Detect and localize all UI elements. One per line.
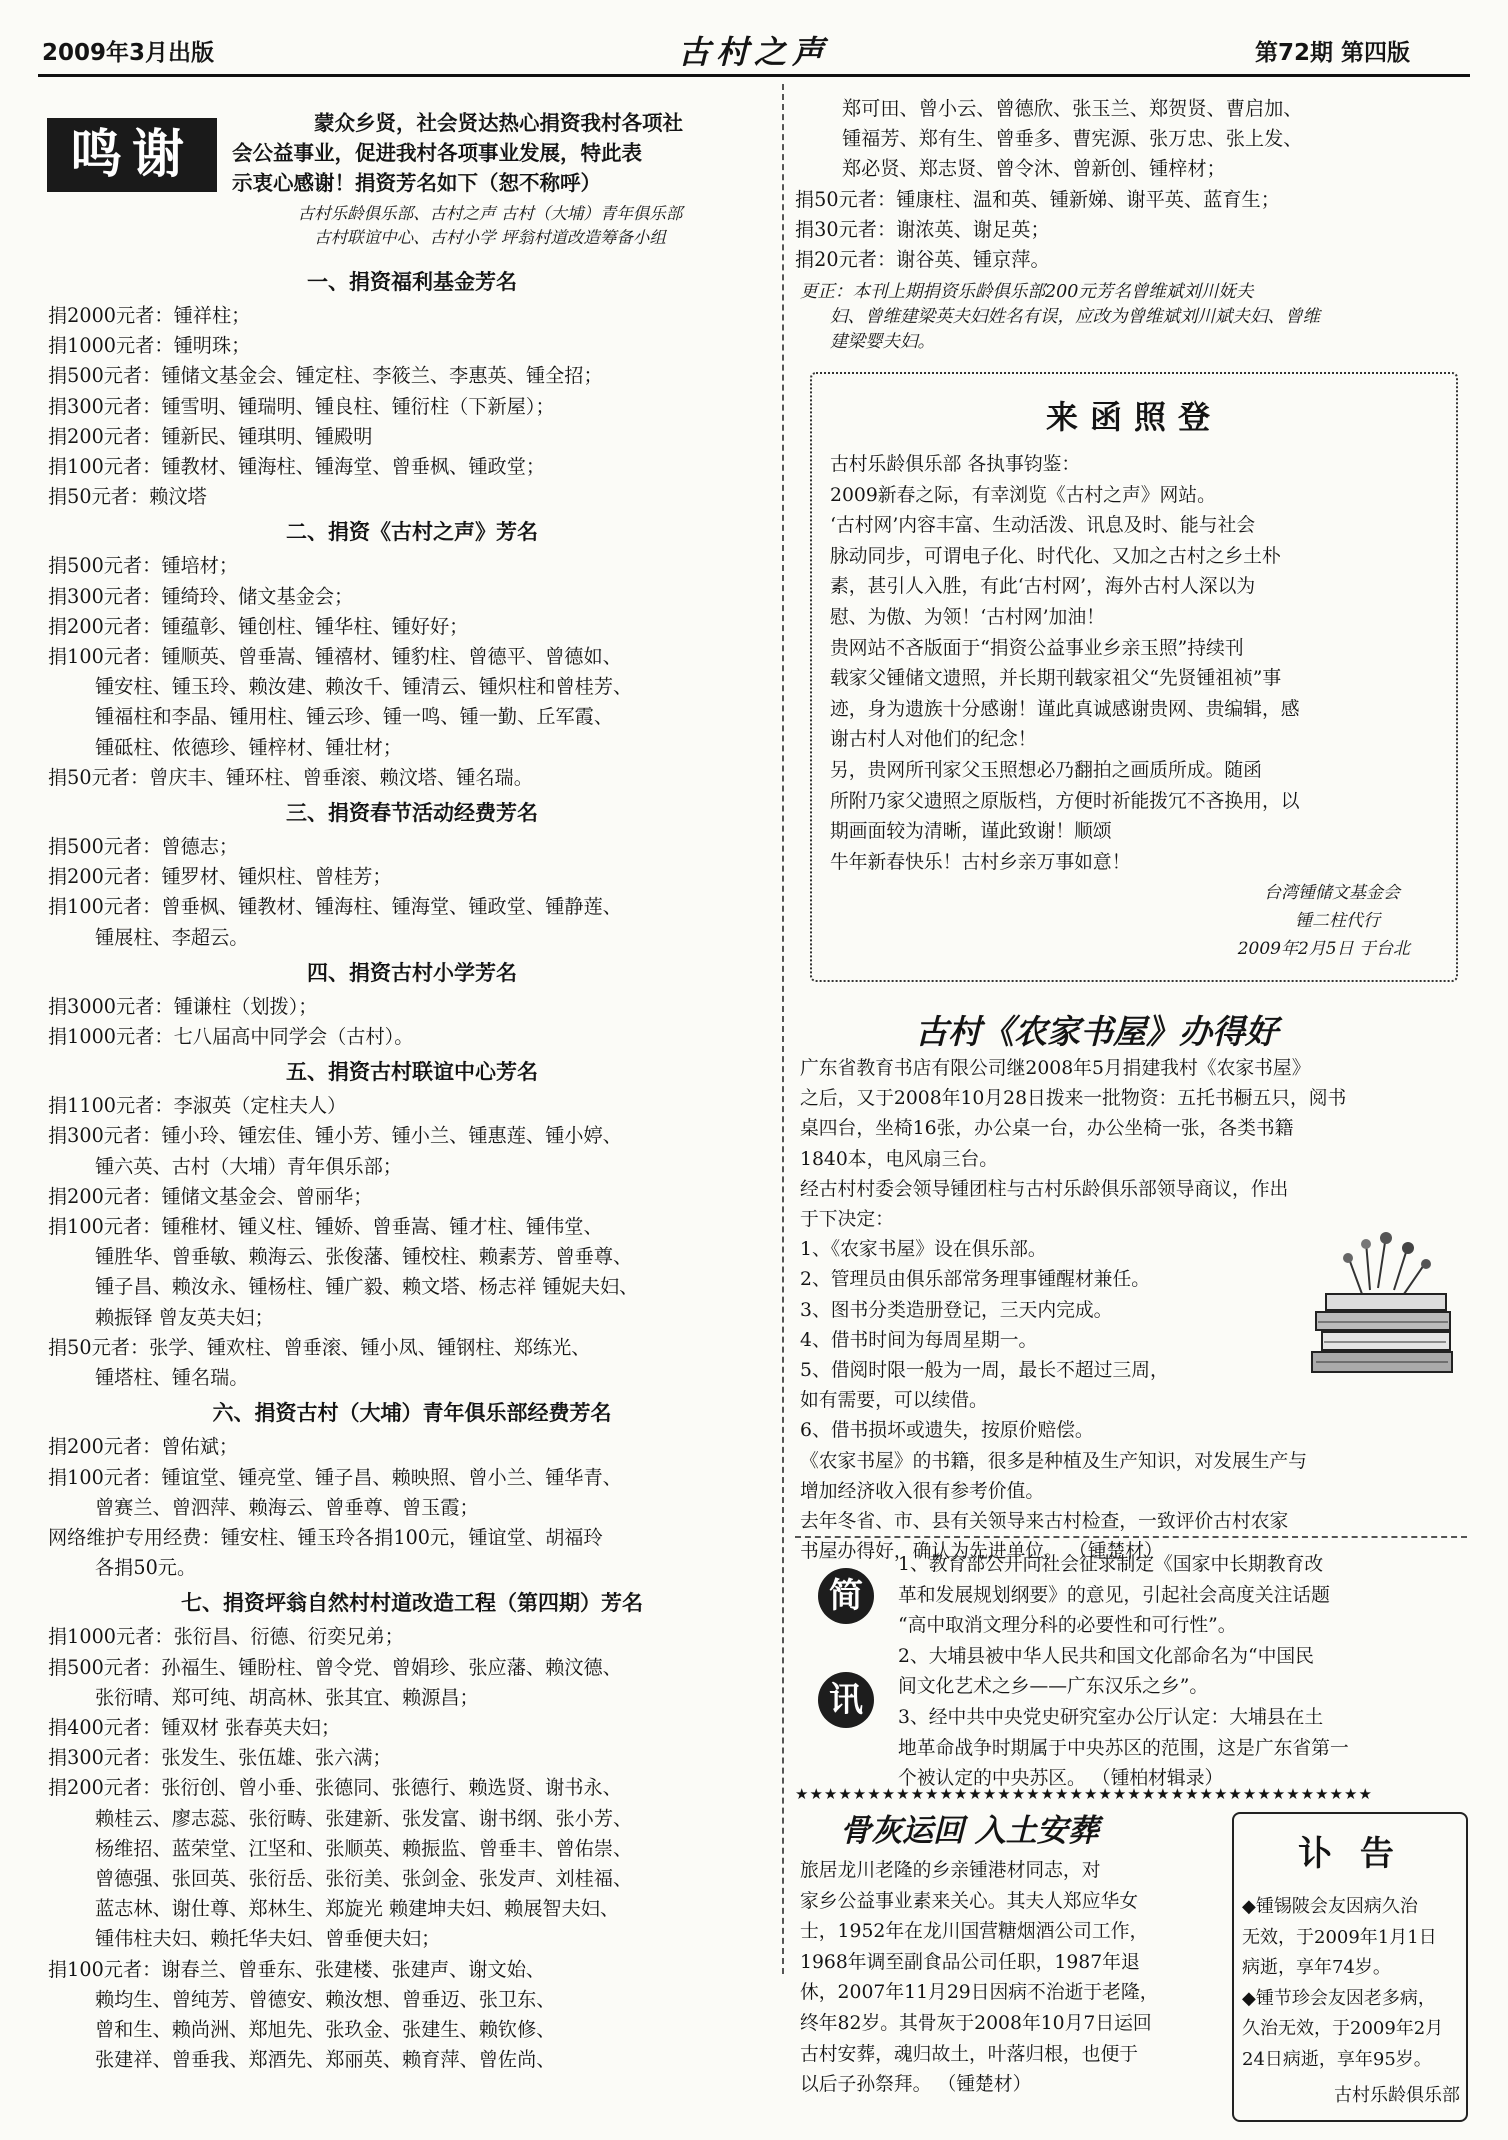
donor-line: 杨维招、蓝荣堂、江坚和、张顺英、赖振监、曾垂丰、曾佑崇、: [95, 1836, 633, 1860]
section-heading: 二、捐资《古村之声》芳名: [286, 520, 538, 545]
letter-line: 脉动同步，可谓电子化、时代化、又加之古村之乡土朴: [830, 545, 1281, 567]
donor-line: 捐200元者：锺储文基金会、曾丽华；: [48, 1184, 373, 1208]
donor-line: 锺子昌、赖汝永、锺杨柱、锺广毅、赖文塔、杨志祥 锺妮夫妇、: [95, 1275, 639, 1299]
correction-line: 妇、曾维建梁英夫妇姓名有误，应改为曾维斌刘川斌夫妇、曾维: [830, 307, 1320, 327]
books-illustration: [1308, 1228, 1460, 1378]
donor-line: 赖振铎 曾友英夫妇；: [95, 1305, 274, 1329]
letter-line: 2009新春之际，有幸浏览《古村之声》网站。: [830, 484, 1216, 506]
library-line: 之后，又于2008年10月28日拨来一批物资：五托书橱五只，阅书: [800, 1088, 1347, 1110]
letter-line: 期画面较为清晰，谨此致谢！顺颂: [830, 821, 1112, 843]
donor-line: 捐30元者：谢浓英、谢足英；: [795, 217, 1050, 241]
donor-line: 网络维护专用经费：锺安柱、锺玉玲各捐100元，锺谊堂、胡福玲: [48, 1525, 603, 1549]
column-divider: [782, 84, 784, 1974]
letter-line: 素，甚引人入胜，有此‘古村网’，海外古村人深以为: [830, 576, 1256, 598]
thanks-intro-line: 示衷心感谢！捐资芳名如下（恕不称呼）: [232, 171, 601, 195]
donor-line: 捐1000元者：锺明珠；: [48, 334, 251, 358]
donor-line: 张建祥、曾垂我、郑酒先、郑丽英、赖育萍、曾佐尚、: [95, 2048, 556, 2072]
donor-line: 曾德强、张回英、张衍岳、张衍美、张剑金、张发声、刘桂福、: [95, 1866, 633, 1890]
donor-line: 锺安柱、锺玉玲、赖汝建、赖汝千、锺清云、锺炽柱和曾桂芳、: [95, 675, 633, 699]
donor-line: 郑必贤、郑志贤、曾令沐、曾新创、锺梓材；: [842, 157, 1226, 181]
donor-line: 捐200元者：曾佑斌；: [48, 1435, 239, 1459]
ashes-line: 士，1952年在龙川国营糖烟酒公司工作，: [800, 1921, 1149, 1943]
ashes-line: 古村安葬，魂归故土，叶落归根，也便于: [800, 2043, 1139, 2065]
letter-line: 载家父锺储文遗照，并长期刊载家祖父“先贤锺祖祯”事: [830, 668, 1282, 690]
donor-line: 捐100元者：锺顺英、曾垂嵩、锺禧材、锺豹柱、曾德平、曾德如、: [48, 645, 622, 669]
donor-line: 捐100元者：锺谊堂、锺亮堂、锺子昌、赖映照、曾小兰、锺华青、: [48, 1465, 622, 1489]
donor-line: 捐50元者：张学、锺欢柱、曾垂滚、锺小凤、锺钢柱、郑练光、: [48, 1335, 591, 1359]
letter-line: 迹，身为遗族十分感谢！谨此真诚感谢贵网、贵编辑，感: [830, 698, 1300, 720]
donor-line: 捐100元者：锺稚材、锺义柱、锺娇、曾垂嵩、锺才柱、锺伟堂、: [48, 1215, 603, 1239]
donor-line: 锺展柱、李超云。: [95, 925, 249, 949]
library-line: 书屋办得好，确认为先进单位。 （锺楚材）: [800, 1541, 1163, 1563]
library-line: 1、《农家书屋》设在俱乐部。: [800, 1239, 1047, 1261]
donor-line: 赖桂云、廖志蕊、张衍畴、张建新、张发富、谢书纲、张小芳、: [95, 1806, 633, 1830]
obituary-line: 久治无效，于2009年2月: [1242, 2018, 1444, 2039]
donor-line: 捐500元者：曾德志；: [48, 835, 239, 859]
letter-line: 贵网站不吝版面于“捐资公益事业乡亲玉照”持续刊: [830, 637, 1244, 659]
donor-line: 曾和生、赖尚洲、郑旭先、张玖金、张建生、赖钦修、: [95, 2017, 556, 2041]
news-badge-1: 简: [818, 1568, 874, 1624]
obituary-line: ◆锺锡陂会友因病久治: [1242, 1896, 1418, 1917]
issue-date: 2009年3月出版: [42, 40, 215, 66]
thanks-badge: 鸣谢: [47, 118, 217, 192]
letter-signature: 台湾锺储文基金会: [1264, 883, 1400, 903]
donor-line: 捐1000元者：七八届高中同学会（古村）。: [48, 1025, 414, 1049]
obituary-line: ◆锺节珍会友因老多病，: [1242, 1987, 1436, 2009]
donor-line: 捐400元者：锺双材 张春英夫妇；: [48, 1715, 341, 1739]
donor-line: 捐300元者：张发生、张伍雄、张六满；: [48, 1746, 392, 1770]
donor-line: 郑可田、曾小云、曾德欣、张玉兰、郑贺贤、曹启加、: [842, 97, 1303, 120]
library-line: 5、借阅时限一般为一周，最长不超过三周，: [800, 1360, 1169, 1382]
library-line: 经古村村委会领导锺团柱与古村乐龄俱乐部领导商议，作出: [800, 1178, 1289, 1200]
news-line: 2、大埔县被中华人民共和国文化部命名为“中国民: [898, 1645, 1314, 1667]
donor-line: 锺福柱和李晶、锺用柱、锺云珍、锺一鸣、锺一勤、丘军霞、: [95, 705, 614, 729]
news-line: 1、教育部公开向社会征求制定《国家中长期教育改: [898, 1554, 1324, 1575]
section-heading: 六、捐资古村（大埔）青年俱乐部经费芳名: [212, 1401, 612, 1426]
ashes-article: [800, 1856, 1240, 2101]
thanks-intro-line: 蒙众乡贤，社会贤达热心捐资我村各项社: [314, 111, 683, 135]
donor-line: 捐3000元者：锺谦柱（划拨）；: [48, 994, 318, 1018]
donor-line: 锺塔柱、锺名瑞。: [95, 1366, 249, 1390]
donor-line: 捐500元者：锺培材；: [48, 554, 239, 578]
library-line: 1840本，电风扇三台。: [800, 1148, 999, 1170]
news-line: 个被认定的中央苏区。 （锺柏材辑录）: [898, 1768, 1224, 1790]
library-line: 桌四台，坐椅16张，办公桌一台，办公坐椅一张，各类书籍: [800, 1118, 1294, 1140]
letter-line: 古村乐龄俱乐部 各执事钧鉴：: [830, 454, 1081, 475]
donor-line: 蓝志林、谢仕尊、郑林生、郑旋光 赖建坤夫妇、赖展智夫妇、: [95, 1897, 620, 1921]
donor-line: 捐200元者：张衍创、曾小垂、张德同、张德行、赖选贤、谢书永、: [48, 1776, 622, 1800]
donor-line: 锺六英、古村（大埔）青年俱乐部；: [95, 1154, 402, 1178]
library-line: 《农家书屋》的书籍，很多是种植及生产知识，对发展生产与: [800, 1450, 1308, 1472]
library-line: 广东省教育书店有限公司继2008年5月捐建我村《农家书屋》: [800, 1058, 1311, 1079]
library-line: 4、借书时间为每周星期一。: [800, 1329, 1038, 1351]
obituary-signature: 古村乐龄俱乐部: [1334, 2085, 1460, 2106]
ashes-line: 1968年调至副食品公司任职，1987年退: [800, 1951, 1140, 1973]
donor-line: 捐100元者：谢春兰、曾垂东、张建楼、张建声、谢文始、: [48, 1957, 546, 1981]
obituary-line: 无效，于2009年1月1日: [1242, 1926, 1437, 1948]
obituary-box: [1232, 1812, 1468, 2122]
news-badge-2: 讯: [818, 1672, 874, 1728]
donor-line: 各捐50元。: [95, 1556, 197, 1580]
donor-line: 捐200元者：锺新民、锺琪明、锺殿明: [48, 424, 373, 448]
ashes-line: 旅居龙川老隆的乡亲锺港材同志，对: [800, 1860, 1101, 1881]
donor-line: 捐1100元者：李淑英（定柱夫人）: [48, 1094, 347, 1118]
donor-line: 捐300元者：锺绮玲、储文基金会；: [48, 584, 354, 608]
letter-line: 另，贵网所刊家父玉照想必乃翻拍之画质所成。随函: [830, 759, 1262, 781]
ashes-line: 休，2007年11月29日因病不治逝于老隆，: [800, 1982, 1159, 2004]
donor-line: 捐200元者：锺蕴彰、锺创柱、锺华柱、锺好好；: [48, 614, 469, 638]
donor-line: 捐50元者：曾庆丰、锺环柱、曾垂滚、赖汶塔、锺名瑞。: [48, 765, 533, 789]
letter-line: 所附乃家父遗照之原版档，方便时祈能拨冗不吝换用，以: [830, 790, 1300, 812]
donor-line: 捐50元者：锺康柱、温和英、锺新娣、谢平英、蓝育生；: [795, 187, 1280, 211]
section-heading: 一、捐资福利基金芳名: [307, 270, 517, 294]
letter-signature: 锺二柱代行: [1295, 911, 1380, 931]
library-line: 于下决定：: [800, 1209, 894, 1231]
donor-line: 捐20元者：谢谷英、锺京萍。: [795, 248, 1050, 272]
letter-line: 牛年新春快乐！古村乡亲万事如意！: [830, 851, 1131, 873]
donor-line: 捐50元者：赖汶塔: [48, 485, 207, 509]
library-line: 2、管理员由俱乐部常务理事锺醒材兼任。: [800, 1269, 1151, 1291]
library-line: 6、借书损坏或遗失，按原价赔偿。: [800, 1420, 1094, 1442]
obituary-line: 24日病逝，享年95岁。: [1242, 2048, 1432, 2070]
donor-line: 捐200元者：锺罗材、锺炽柱、曾桂芳；: [48, 865, 392, 889]
library-line: 3、图书分类造册登记，三天内完成。: [800, 1299, 1113, 1321]
organizers-line: 古村联谊中心、古村小学 坪翁村道改造筹备小组: [314, 228, 666, 247]
donor-line: 锺胜华、曾垂敏、赖海云、张俊藩、锺校柱、赖素芳、曾垂尊、: [95, 1245, 633, 1269]
donor-line: 捐100元者：锺教材、锺海柱、锺海堂、曾垂枫、锺政堂；: [48, 455, 546, 479]
section-heading: 三、捐资春节活动经费芳名: [286, 801, 538, 826]
ashes-title: 骨灰运回 入土安葬: [840, 1813, 1099, 1849]
header-rule: [38, 74, 1470, 77]
issue-number: 第72期 第四版: [1255, 40, 1411, 66]
letter-line: 谢古村人对他们的纪念！: [830, 729, 1037, 751]
library-line: 增加经济收入很有参考价值。: [800, 1480, 1045, 1502]
donor-line: 曾赛兰、曾泗萍、赖海云、曾垂尊、曾玉霞；: [95, 1495, 479, 1519]
news-top-rule: [795, 1536, 1467, 1538]
thanks-intro-line: 会公益事业，促进我村各项事业发展，特此表: [232, 141, 642, 165]
news-line: 3、经中共中央党史研究室办公厅认定：大埔县在土: [898, 1706, 1324, 1728]
letter-box: [810, 372, 1458, 982]
library-line: 如有需要，可以续借。: [800, 1390, 988, 1412]
obituary-line: 病逝，享年74岁。: [1242, 1957, 1391, 1978]
news-line: 地革命战争时期属于中央苏区的范围，这是广东省第一: [898, 1737, 1349, 1759]
library-line: 去年冬省、市、县有关领导来古村检查，一致评价古村农家: [800, 1511, 1289, 1533]
ashes-line: 终年82岁。其骨灰于2008年10月7日运回: [800, 2012, 1152, 2034]
letter-line: 慰、为傲、为领！‘古村网’加油！: [830, 606, 1105, 628]
library-title: 古村《农家书屋》办得好: [915, 1012, 1278, 1051]
ashes-line: 以后子孙祭拜。 （锺楚材）: [800, 2074, 1032, 2096]
masthead-title: 古村之声: [678, 33, 831, 71]
donor-line: 捐300元者：锺雪明、锺瑞明、锺良柱、锺衍柱（下新屋）；: [48, 394, 555, 418]
letter-date: 2009年2月5日 于台北: [1237, 939, 1410, 959]
donation-list-continued: [795, 94, 1475, 275]
donor-line: 捐500元者：孙福生、锺盼柱、曾令党、曾娟珍、张应藩、赖汶德、: [48, 1655, 622, 1679]
donor-line: 锺福芳、郑有生、曾垂多、曹宪源、张万忠、张上发、: [842, 127, 1303, 151]
letter-line: ‘古村网’内容丰富、生动活泼、讯息及时、能与社会: [830, 515, 1256, 537]
news-line: 间文化艺术之乡——广东汉乐之乡”。: [898, 1676, 1209, 1698]
obituary-title: 讣 告: [1298, 1834, 1402, 1874]
donor-line: 赖均生、曾纯芳、曾德安、赖汝想、曾垂迈、张卫东、: [95, 1987, 556, 2011]
donor-line: 捐1000元者：张衍昌、衍德、衍奕兄弟；: [48, 1625, 404, 1649]
news-line: 革和发展规划纲要》的意见，引起社会高度关注话题: [898, 1584, 1330, 1606]
section-heading: 七、捐资坪翁自然村村道改造工程（第四期）芳名: [181, 1591, 643, 1616]
ashes-line: 家乡公益事业素来关心。其夫人郑应华女: [800, 1890, 1139, 1912]
news-list: [898, 1550, 1468, 1795]
letter-title: 来函照登: [1045, 398, 1222, 436]
organizers-line: 古村乐龄俱乐部、古村之声 古村（大埔）青年俱乐部: [297, 204, 683, 223]
correction-line: 建梁婴夫妇。: [830, 332, 935, 352]
donor-line: 捐100元者：曾垂枫、锺教材、锺海柱、锺海堂、锺政堂、锺静莲、: [48, 895, 622, 919]
section-heading: 四、捐资古村小学芳名: [307, 960, 517, 985]
donor-line: 捐300元者：锺小玲、锺宏佳、锺小芳、锺小兰、锺惠莲、锺小婷、: [48, 1124, 622, 1148]
donor-line: 张衍晴、郑可纯、胡高林、张其宜、赖源昌；: [95, 1685, 479, 1709]
correction-line: 更正：本刊上期捐资乐龄俱乐部200元芳名曾维斌刘川妩夫: [800, 282, 1254, 302]
donor-line: 锺砥柱、侬德珍、锺梓材、锺壮材；: [95, 735, 402, 759]
donor-line: 捐500元者：锺储文基金会、锺定柱、李筱兰、李惠英、锺全招；: [48, 364, 603, 388]
news-line: “高中取消文理分科的必要性和可行性”。: [898, 1615, 1237, 1637]
section-heading: 五、捐资古村联谊中心芳名: [286, 1060, 538, 1085]
stars-rule: ★★★★★★★★★★★★★★★★★★★★★★★★★★★★★★★★★★★★★★★★: [795, 1787, 1373, 1801]
donation-list: [48, 262, 776, 2075]
donor-line: 捐2000元者：锺祥柱；: [48, 304, 251, 327]
donor-line: 锺伟柱夫妇、赖托华夫妇、曾垂便夫妇；: [95, 1927, 441, 1951]
